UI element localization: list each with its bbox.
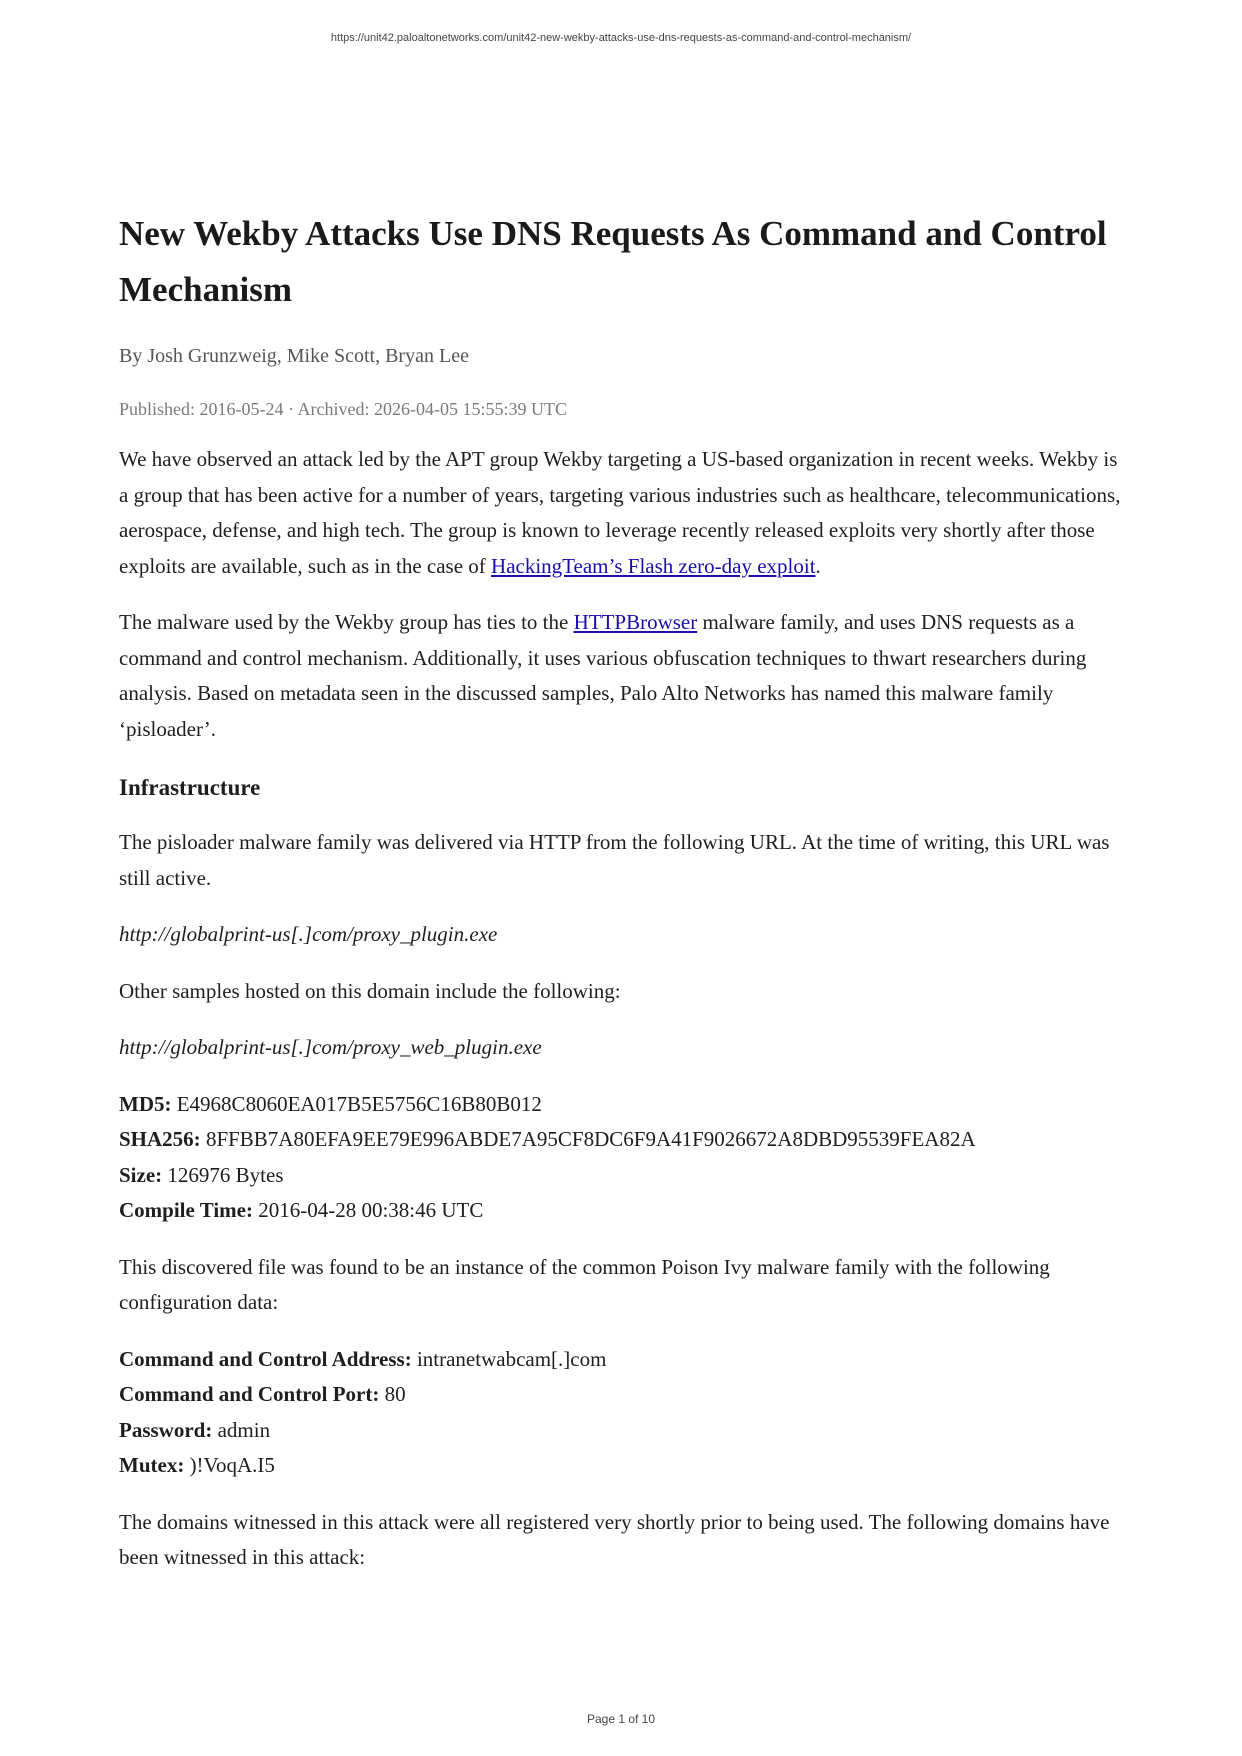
sha256-value: 8FFBB7A80EFA9EE79E996ABDE7A95CF8DC6F9A41F9026672A8DBD95539FEA82A bbox=[200, 1127, 976, 1151]
httpbrowser-link[interactable]: HTTPBrowser bbox=[573, 610, 698, 634]
hackingteam-exploit-link[interactable]: HackingTeam’s Flash zero-day exploit bbox=[491, 553, 816, 578]
c2-port-value: 80 bbox=[379, 1382, 406, 1406]
paragraph-intro-text: We have observed an attack led by the APT group Wekby targeting a US-based organization in recent weeks. Wekby is a group that has been active for a number of years, targeting various industries such as healthcare, telecommunications, aerospace, defense, and high tech. The group is known to leverage recently released exploits very shortly after those exploits are available, such as in the case of bbox=[119, 447, 1121, 578]
md5-row bbox=[119, 1087, 1123, 1123]
mutex-label: Mutex: bbox=[119, 1453, 185, 1477]
paragraph-malware bbox=[119, 605, 1123, 747]
password-row bbox=[119, 1413, 1123, 1449]
paragraph-intro-end: . bbox=[815, 553, 821, 578]
md5-value: E4968C8060EA017B5E5756C16B80B012 bbox=[171, 1091, 542, 1116]
paragraph-malware-before: The malware used by the Wekby group has ties to the bbox=[119, 610, 574, 634]
paragraph-delivery: The pisloader malware family was delivered via HTTP from the following URL. At the time of writing, this URL was still active. bbox=[119, 830, 1110, 890]
c2-address-row bbox=[119, 1342, 1123, 1378]
compile-time-row bbox=[119, 1193, 1123, 1229]
md5-label: MD5: bbox=[119, 1091, 172, 1116]
mutex-value: )!VoqA.I5 bbox=[184, 1453, 275, 1477]
size-label: Size: bbox=[119, 1162, 163, 1187]
c2-address-value: intranetwabcam[.]com bbox=[411, 1346, 607, 1371]
paragraph-malware-after: malware family, and uses DNS requests as a command and control mechanism. Additionally, it uses various obfuscation techniques to thwart researchers during analysis. Based on metadata seen in the discussed samples, Palo Alto Networks has named this malware family ‘pisloader’. bbox=[119, 610, 1087, 741]
byline: By Josh Grunzweig, Mike Scott, Bryan Lee bbox=[119, 345, 469, 367]
malware-url-1: http://globalprint-us[.]com/proxy_plugin.exe bbox=[119, 922, 498, 946]
mutex-row bbox=[119, 1448, 1123, 1484]
page-url: https://unit42.paloaltonetworks.com/unit42-new-wekby-attacks-use-dns-requests-as-command-and-control-mechanism/ bbox=[330, 32, 912, 44]
c2-port-row bbox=[119, 1377, 1123, 1413]
c2-port-label: Command and Control Port: bbox=[119, 1382, 380, 1406]
compile-time-label: Compile Time: bbox=[119, 1198, 253, 1222]
page-number: Page 1 of 10 bbox=[586, 1712, 656, 1726]
size-row bbox=[119, 1158, 1123, 1194]
password-label: Password: bbox=[119, 1417, 213, 1442]
article-title: New Wekby Attacks Use DNS Requests As Command and Control Mechanism bbox=[119, 214, 1107, 309]
password-value: admin bbox=[212, 1417, 271, 1442]
paragraph-intro bbox=[119, 442, 1123, 584]
sha256-label: SHA256: bbox=[119, 1127, 201, 1151]
sha256-row bbox=[119, 1122, 1123, 1158]
hash-block bbox=[119, 1087, 1123, 1229]
compile-time-value: 2016-04-28 00:38:46 UTC bbox=[252, 1198, 484, 1222]
size-value: 126976 Bytes bbox=[162, 1162, 284, 1187]
malware-url-2: http://globalprint-us[.]com/proxy_web_plugin.exe bbox=[119, 1035, 542, 1059]
paragraph-poison-ivy: This discovered file was found to be an instance of the common Poison Ivy malware family with the following configuration data: bbox=[119, 1254, 1050, 1314]
c2-address-label: Command and Control Address: bbox=[119, 1346, 412, 1371]
section-heading-infrastructure: Infrastructure bbox=[119, 775, 261, 800]
paragraph-other-samples: Other samples hosted on this domain include the following: bbox=[119, 978, 621, 1003]
article-content bbox=[119, 206, 1123, 1597]
published-date: Published: 2016-05-24 · Archived: 2026-04-05 15:55:39 UTC bbox=[119, 399, 567, 419]
config-block bbox=[119, 1342, 1123, 1484]
paragraph-domains: The domains witnessed in this attack were all registered very shortly prior to being used. The following domains have been witnessed in this attack: bbox=[119, 1509, 1110, 1569]
